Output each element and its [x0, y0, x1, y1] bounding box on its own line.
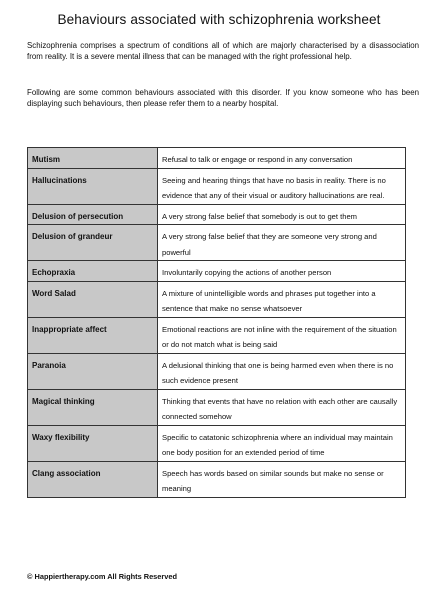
definition-cell: Refusal to talk or engage or respond in any conversation	[158, 148, 406, 169]
definition-cell: Thinking that events that have no relation with each other are causally connected somehow	[158, 389, 406, 425]
table-row	[28, 461, 406, 497]
term-cell: Inappropriate affect	[28, 317, 158, 353]
definition-cell: A very strong false belief that somebody is out to get them	[158, 204, 406, 225]
term-cell: Mutism	[28, 148, 158, 169]
term-cell: Echopraxia	[28, 261, 158, 282]
table-row	[28, 168, 406, 204]
definition-cell: Speech has words based on similar sounds but make no sense or meaning	[158, 461, 406, 497]
definition-cell: Involuntarily copying the actions of another person	[158, 261, 406, 282]
table-row	[28, 225, 406, 261]
definition-cell: A mixture of unintelligible words and phrases put together into a sentence that make no sense whatsoever	[158, 281, 406, 317]
definition-cell: Specific to catatonic schizophrenia where an individual may maintain one body position for an extended period of time	[158, 425, 406, 461]
term-cell: Clang association	[28, 461, 158, 497]
term-cell: Hallucinations	[28, 168, 158, 204]
table-row	[28, 261, 406, 282]
copyright-footer: © Happiertherapy.com All Rights Reserved	[27, 572, 178, 581]
definition-cell: A very strong false belief that they are someone very strong and powerful	[158, 225, 406, 261]
term-cell: Word Salad	[28, 281, 158, 317]
term-cell: Paranoia	[28, 353, 158, 389]
intro-paragraph: Schizophrenia comprises a spectrum of conditions all of which are majorly characterised by a disassociation from reality. It is a severe mental illness that can be managed with the right professional help.	[27, 41, 419, 61]
table-row	[28, 389, 406, 425]
table-row	[28, 281, 406, 317]
table-row	[28, 148, 406, 169]
term-cell: Delusion of grandeur	[28, 225, 158, 261]
definition-cell: A delusional thinking that one is being harmed even when there is no such evidence present	[158, 353, 406, 389]
page-title: Behaviours associated with schizophrenia worksheet	[57, 12, 381, 27]
table-row	[28, 425, 406, 461]
term-cell: Delusion of persecution	[28, 204, 158, 225]
term-cell: Waxy flexibility	[28, 425, 158, 461]
instruction-paragraph: Following are some common behaviours associated with this disorder. If you know someone who has been displaying such behaviours, then please refer them to a nearby hospital.	[27, 88, 419, 108]
table-row	[28, 317, 406, 353]
definition-cell: Emotional reactions are not inline with the requirement of the situation or do not match what is being said	[158, 317, 406, 353]
term-cell: Magical thinking	[28, 389, 158, 425]
table-row	[28, 353, 406, 389]
behaviours-table	[27, 147, 406, 498]
definition-cell: Seeing and hearing things that have no basis in reality. There is no evidence that any of their visual or auditory hallucinations are real.	[158, 168, 406, 204]
table-row	[28, 204, 406, 225]
